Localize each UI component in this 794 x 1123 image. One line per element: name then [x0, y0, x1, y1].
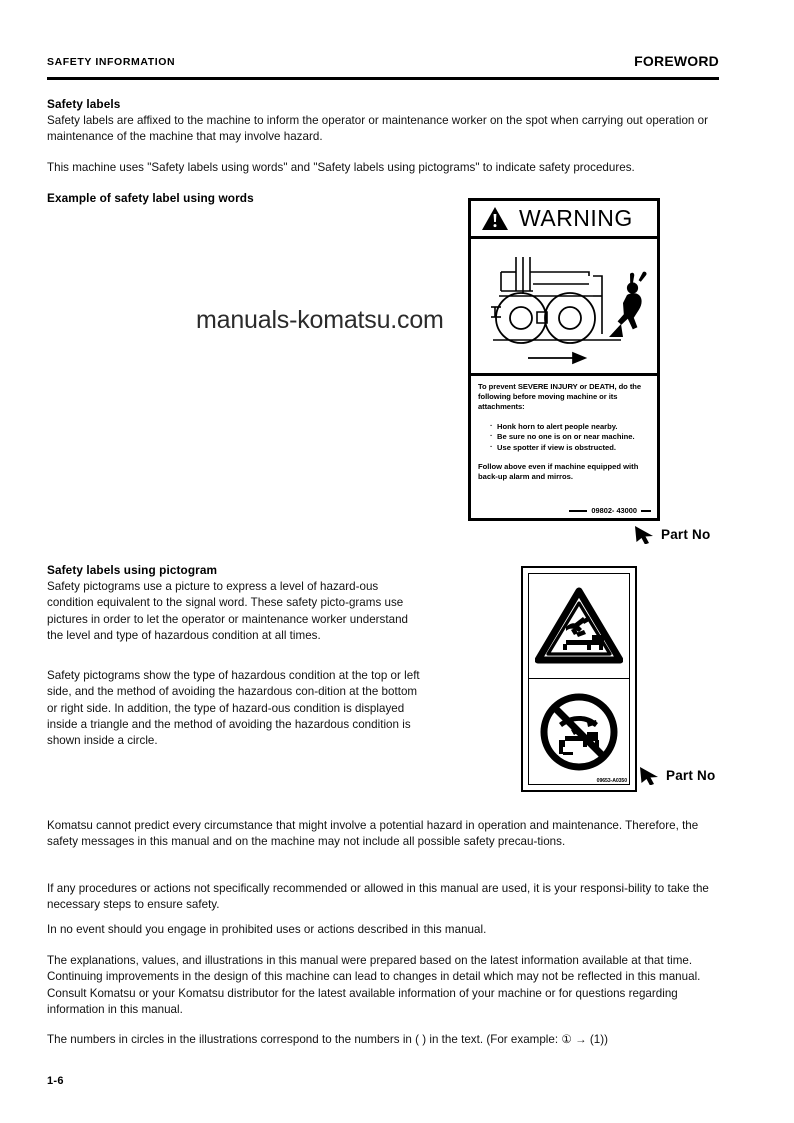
- warning-label-lead-text: To prevent SEVERE INJURY or DEATH, do the following before moving machine or its attachments:: [478, 382, 642, 412]
- paragraph-closing-2: If any procedures or actions not specifically recommended or allowed in this manual are used, it is your responsi-bility to take the necessary steps to ensure safety.: [47, 882, 709, 912]
- heading-safety-labels: Safety labels: [47, 97, 121, 111]
- paragraph-safety-labels-body: Safety labels are affixed to the machine to inform the operator or maintenance worker on the spot when carrying out operation or maintenance of the machine that may involve hazard.: [47, 114, 708, 144]
- header-divider: [47, 77, 719, 80]
- header-section-title: SAFETY INFORMATION: [47, 56, 176, 68]
- callout-part-no-pictogram: [638, 765, 715, 785]
- arrow-pointer-icon: [633, 524, 657, 544]
- pictogram-hazard-cell: [529, 574, 629, 679]
- paragraph-closing-1: Komatsu cannot predict every circumstance that might involve a potential hazard in operation and maintenance. Therefore, the safety messages in this manual and on the machine may not include all possible safety precau-tions.: [47, 819, 699, 849]
- pictogram-prohibition-cell: [529, 679, 629, 784]
- closing-5-post: → (1)): [571, 1033, 608, 1046]
- warning-bullet-item: · Be sure no one is on or near machine.: [490, 432, 650, 442]
- part-number-rule-right: [641, 510, 651, 512]
- warning-bullet-item: · Honk horn to alert people nearby.: [490, 422, 650, 432]
- paragraph-closing-3: In no event should you engage in prohibited uses or actions described in this manual.: [47, 923, 487, 936]
- crush-hazard-triangle-icon: [535, 587, 623, 665]
- paragraph-pictogram-2: Safety pictograms show the type of hazardous condition at the top or left side, and the method of avoiding the hazardous con-dition at the bottom or right side. In addition, the type of hazard-ous condition is displayed inside a triangle and the method of avoiding the hazardous condition is shown inside a circle.: [47, 669, 420, 748]
- warning-label-graphic: [468, 198, 660, 521]
- warning-label-illustration: [471, 239, 657, 376]
- callout-part-no-warning: [633, 524, 710, 544]
- paragraph-closing-5: [47, 1031, 723, 1048]
- pictogram-label-inner-frame: [528, 573, 630, 785]
- part-number-rule-left: [569, 510, 587, 512]
- no-entry-prohibition-icon: [537, 690, 621, 774]
- heading-example-safety-label: Example of safety label using words: [47, 191, 254, 205]
- footer-page-number: 1-6: [47, 1075, 64, 1087]
- machine-and-person-illustration: [471, 239, 657, 376]
- part-number-value: 09802- 43000: [591, 506, 637, 515]
- warning-signal-word: WARNING: [519, 205, 633, 231]
- closing-5-pre: The numbers in circles in the illustrations correspond to the numbers in ( ) in the text. (For example:: [47, 1033, 562, 1046]
- warning-label-follow-text: Follow above even if machine equipped with back-up alarm and mirros.: [478, 462, 639, 482]
- warning-triangle-icon: [481, 206, 509, 231]
- heading-safety-labels-pictogram: Safety labels using pictogram: [47, 563, 218, 577]
- paragraph-pictogram-1: Safety pictograms use a picture to express a level of hazard-ous condition equivalent to the signal word. These safety picto-grams use pictures in order to let the operator or maintenance worker understand the level and type of hazardous condition at all times.: [47, 580, 409, 642]
- circled-number-one-symbol: ①: [561, 1032, 572, 1046]
- warning-label-text-block: [471, 376, 657, 518]
- page-header: [47, 53, 719, 78]
- warning-label-header: [471, 201, 657, 239]
- callout-label: Part No: [661, 526, 711, 542]
- header-chapter-title: FOREWORD: [634, 53, 719, 69]
- watermark-text: manuals-komatsu.com: [196, 306, 444, 334]
- pictogram-label-graphic: [521, 566, 637, 792]
- arrow-pointer-icon: [638, 765, 662, 785]
- warning-bullet-item: · Use spotter if view is obstructed.: [490, 443, 650, 453]
- warning-label-part-number: [569, 506, 651, 515]
- warning-label-bullet-list: [478, 422, 650, 454]
- paragraph-machine-uses: This machine uses "Safety labels using words" and "Safety labels using pictograms" to indicate safety procedures.: [47, 161, 635, 174]
- callout-label: Part No: [666, 767, 716, 783]
- paragraph-closing-4: The explanations, values, and illustrations in this manual were prepared based on the latest information available at that time. Continuing improvements in the design of this machine can lead to changes in detail which may not be reflected in this manual. Consult Komatsu or your Komatsu distributor for the latest available information of your machine or for questions regarding information in this manual.: [47, 954, 701, 1016]
- pictogram-part-number: 09653-A0350: [596, 778, 627, 784]
